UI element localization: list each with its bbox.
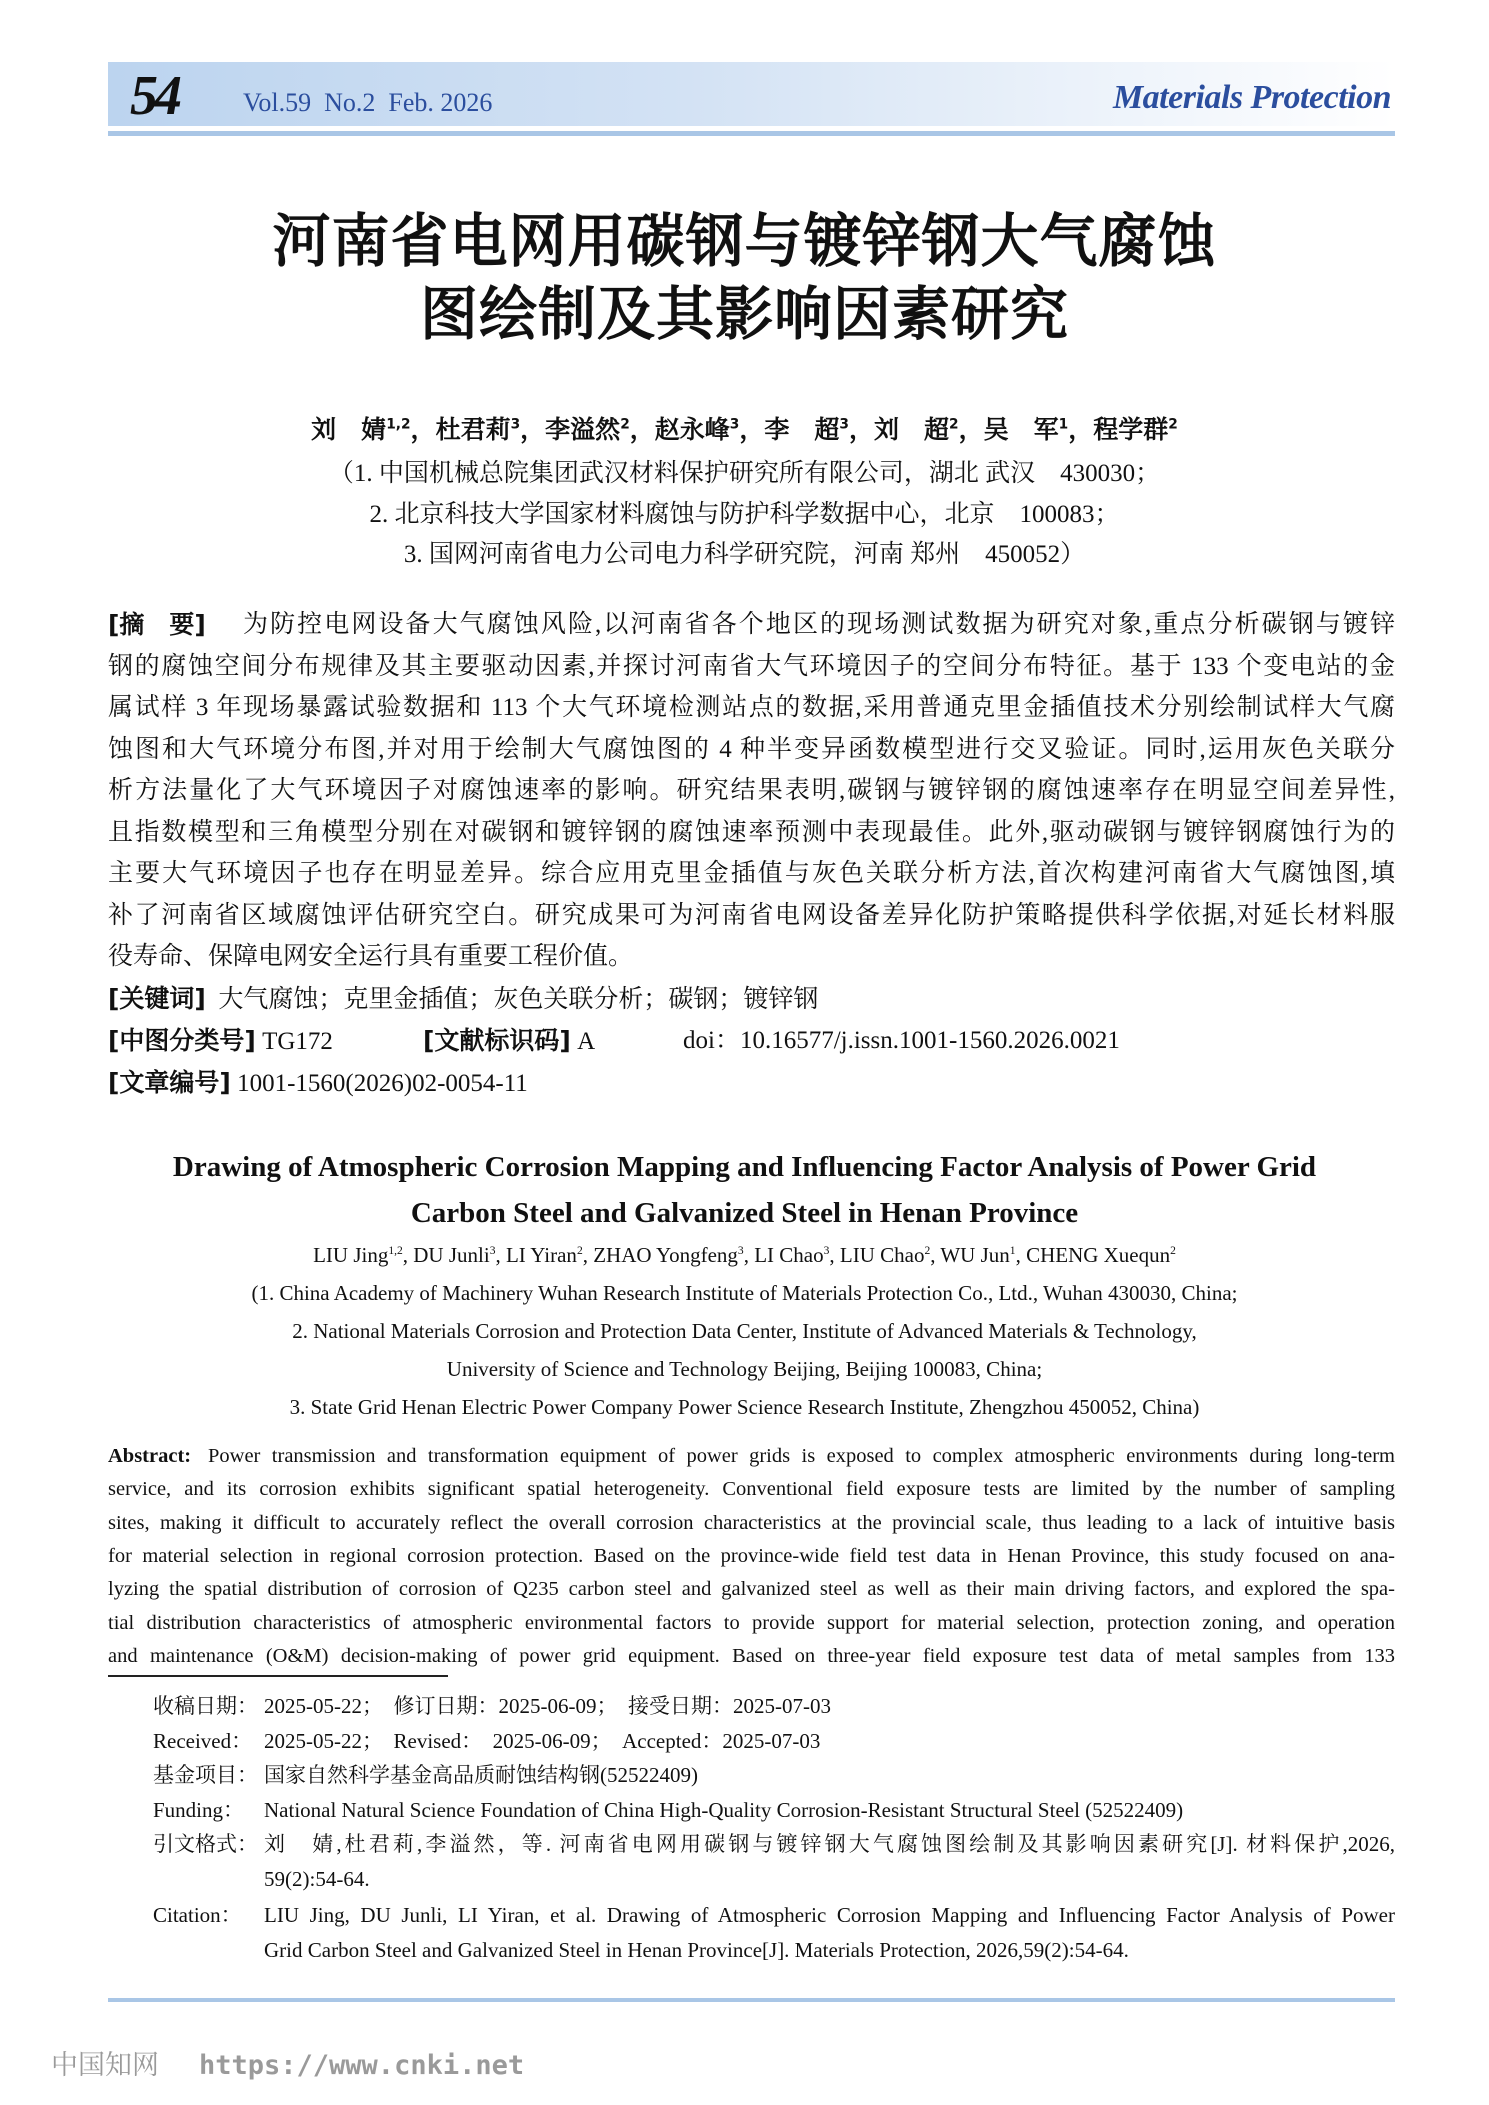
abstract-cn-line: 役寿命、保障电网安全运行具有重要工程价值。 [108, 943, 634, 970]
abstract-cn-line: 为防控电网设备大气腐蚀风险,以河南省各个地区的现场测试数据为研究对象,重点分析碳钢与镀锌 [243, 611, 1395, 638]
author-name: WU Jun [940, 1243, 1010, 1267]
doi[interactable]: doi：10.16577/j.issn.1001-1560.2026.0021 [683, 1027, 1120, 1054]
footnote-value-continued: Grid Carbon Steel and Galvanized Steel in Henan Province[J]. Materials Protection, 2026,59(2):54-64. [264, 1938, 1129, 1962]
author-affiliation-mark: 1,2 [388, 1244, 403, 1257]
author-affiliation-mark: 1 [1009, 1244, 1016, 1257]
separator: ， [739, 415, 765, 444]
issue-info: Vol.59 No.2 Feb. 2026 [243, 88, 493, 117]
classification-value: TG172 [262, 1028, 333, 1055]
abstract-cn-line: 主要大气环境因子也存在明显差异。综合应用克里金插值与灰色关联分析方法,首次构建河南省大气腐蚀图,填 [108, 860, 1395, 887]
author-name: 吴 军 [983, 415, 1059, 444]
abstract-cn-line: 析方法量化了大气环境因子对腐蚀速率的影响。研究结果表明,碳钢与镀锌钢的腐蚀速率存在明显空间差异性, [108, 777, 1395, 804]
separator: ， [629, 415, 655, 444]
author-affiliation-mark: 3 [510, 416, 521, 433]
author-name: LI Yiran [505, 1243, 577, 1267]
abstract-en-line: for material selection in regional corrosion protection. Based on the province-wide field test data in Henan Province, this study focused on ana- [108, 1544, 1395, 1567]
bottom-rule [108, 1998, 1395, 2002]
author-name: LIU Jing [313, 1243, 389, 1267]
author-affiliation-mark: 3 [737, 1244, 744, 1257]
author-affiliation-mark: 2 [576, 1244, 583, 1257]
affiliation-cn-1: （1. 中国机械总院集团武汉材料保护研究所有限公司，湖北 武汉 430030； [328, 460, 1161, 487]
affiliation-en-2: 2. National Materials Corrosion and Protection Data Center, Institute of Advanced Materials & Technology, [292, 1319, 1197, 1343]
abstract-en-line: sites, making it difficult to accurately reflect the overall corrosion characteristics at the provincial scale, thus leading to a lack of intuitive basis [108, 1511, 1395, 1534]
header-rule [108, 131, 1395, 136]
author-affiliation-mark: 1,2 [386, 416, 411, 433]
authors-cn [0, 413, 1489, 447]
author-affiliation-mark: 2 [1170, 1244, 1176, 1257]
separator: , [1015, 1243, 1027, 1267]
abstract-cn-label: [摘 要] [108, 610, 206, 639]
title-en-line-1: Drawing of Atmospheric Corrosion Mapping and Influencing Factor Analysis of Power Grid [172, 1151, 1317, 1183]
article-number-label: [文章编号] [108, 1068, 231, 1097]
article-number-value: 1001-1560(2026)02-0054-11 [237, 1070, 528, 1097]
title-cn-line-2: 图绘制及其影响因素研究 [419, 280, 1069, 348]
separator: , [582, 1243, 594, 1267]
separator: ， [410, 415, 436, 444]
separator: ， [958, 415, 984, 444]
separator: , [402, 1243, 414, 1267]
footnote-label: 收稿日期： [153, 1694, 258, 1718]
author-name: 李 超 [764, 415, 840, 444]
separator: , [930, 1243, 941, 1267]
author-name: DU Junli [413, 1243, 490, 1267]
footnote-value: National Natural Science Foundation of China High-Quality Corrosion-Resistant Structural Steel (52522409) [264, 1798, 1184, 1822]
keywords [108, 981, 818, 1018]
author-name: 程学群 [1093, 415, 1169, 444]
separator: , [743, 1243, 755, 1267]
title-cn-line-1: 河南省电网用碳钢与镀锌钢大气腐蚀 [272, 207, 1217, 275]
footnote-label: 引文格式： [153, 1832, 258, 1856]
author-name: LIU Chao [839, 1243, 925, 1267]
separator: , [829, 1243, 840, 1267]
abstract-en-line: lyzing the spatial distribution of corrosion of Q235 carbon steel and galvanized steel as well as their main driving factors, and explored the spa- [108, 1578, 1395, 1601]
abstract-en-line: tial distribution characteristics of atmospheric environmental factors to provide support for material selection, protection zoning, and operation [108, 1611, 1395, 1634]
author-affiliation-mark: 2 [949, 416, 959, 433]
article-number [108, 1065, 528, 1102]
separator: , [495, 1243, 506, 1267]
author-affiliation-mark: 2 [620, 416, 630, 433]
keywords-value: 大气腐蚀；克里金插值；灰色关联分析；碳钢；镀锌钢 [218, 986, 819, 1013]
classification-label: [中图分类号] [108, 1026, 256, 1055]
affiliation-en-4: 3. State Grid Henan Electric Power Company Power Science Research Institute, Zhengzhou 450052, China) [289, 1395, 1200, 1419]
affiliation-en-1: (1. China Academy of Machinery Wuhan Research Institute of Materials Protection Co., Ltd., Wuhan 430030, China; [251, 1281, 1238, 1305]
classification [108, 1023, 333, 1060]
footnote-label: Funding： [153, 1798, 245, 1822]
author-name: 刘 超 [874, 415, 950, 444]
abstract-en-line: service, and its corrosion exhibits significant spatial heterogeneity. Conventional field exposure tests are limited by the number of sampling [108, 1478, 1395, 1501]
affiliation-en-3: University of Science and Technology Beijing, Beijing 100083, China; [446, 1357, 1043, 1381]
author-affiliation-mark: 3 [823, 1244, 830, 1257]
author-name: 李溢然 [545, 415, 621, 444]
author-name: CHENG Xuequn [1026, 1243, 1171, 1267]
footnote-label: 基金项目： [153, 1763, 258, 1787]
abstract-cn-line: 且指数模型和三角模型分别在对碳钢和镀锌钢的腐蚀速率预测中表现最佳。此外,驱动碳钢与镀锌钢腐蚀行为的 [108, 818, 1395, 846]
footnote-value: LIU Jing, DU Junli, LI Yiran, et al. Drawing of Atmospheric Corrosion Mapping and Influencing Factor Analysis of Power [264, 1903, 1395, 1927]
abstract-en-label: Abstract: [108, 1445, 192, 1467]
cnki-watermark [51, 2048, 524, 2083]
abstract-cn-line: 钢的腐蚀空间分布规律及其主要驱动因素,并探讨河南省大气环境因子的空间分布特征。基于 133 个变电站的金 [108, 652, 1395, 680]
authors-en [0, 1240, 1489, 1270]
author-name: LI Chao [754, 1243, 824, 1267]
author-name: 刘 婧 [311, 415, 387, 444]
abstract-cn-line: 属试样 3 年现场暴露试验数据和 113 个大气环境检测站点的数据,采用普通克里金插值技术分别绘制试样大气腐 [108, 694, 1395, 721]
footnote-rule [108, 1675, 448, 1677]
footnote-label: Citation： [153, 1903, 242, 1927]
author-name: 杜君莉 [435, 415, 511, 444]
separator: ， [848, 415, 874, 444]
keywords-label: [关键词] [108, 984, 206, 1013]
document-code-value: A [577, 1028, 596, 1055]
watermark-url: https://www.cnki.net [199, 2050, 525, 2081]
page-number: 54 [130, 65, 178, 127]
author-affiliation-mark: 3 [729, 416, 740, 433]
affiliation-cn-2: 2. 北京科技大学国家材料腐蚀与防护科学数据中心，北京 100083； [369, 501, 1120, 528]
document-code [423, 1023, 595, 1060]
footnote-value: 国家自然科学基金高品质耐蚀结构钢(52522409) [264, 1763, 698, 1787]
footnote-value: 刘 婧,杜君莉,李溢然，等. 河南省电网用碳钢与镀锌钢大气腐蚀图绘制及其影响因素研究[J]. 材料保护,2026, [264, 1832, 1395, 1856]
author-name: ZHAO Yongfeng [593, 1243, 738, 1267]
document-code-label: [文献标识码] [423, 1026, 571, 1055]
footnote-value-continued: 59(2):54-64. [264, 1867, 370, 1891]
watermark-site: 中国知网 [51, 2050, 159, 2080]
author-affiliation-mark: 1 [1058, 416, 1069, 433]
footnote-label: Received： [153, 1729, 253, 1753]
author-affiliation-mark: 2 [1168, 416, 1178, 433]
abstract-en-line: and maintenance (O&M) decision-making of power grid equipment. Based on three-year field exposure test data of metal samples from 133 [108, 1644, 1395, 1667]
title-en-line-2: Carbon Steel and Galvanized Steel in Henan Province [410, 1197, 1079, 1229]
affiliation-cn-3: 3. 国网河南省电力公司电力科学研究院，河南 郑州 450052） [403, 541, 1086, 568]
separator: ， [1068, 415, 1094, 444]
abstract-en-line: Power transmission and transformation equipment of power grids is exposed to complex atmospheric environments during long-term [208, 1445, 1395, 1467]
footnote-value: 2025-05-22； 修订日期：2025-06-09； 接受日期：2025-07-03 [264, 1694, 831, 1718]
author-affiliation-mark: 3 [489, 1244, 496, 1257]
footnote-value: 2025-05-22； Revised： 2025-06-09； Accepted：2025-07-03 [264, 1729, 821, 1753]
abstract-cn-line: 蚀图和大气环境分布图,并对用于绘制大气腐蚀图的 4 种半变异函数模型进行交叉验证。同时,运用灰色关联分 [108, 735, 1395, 763]
author-affiliation-mark: 2 [924, 1244, 931, 1257]
separator: ， [520, 415, 546, 444]
journal-logo: Materials Protection [1112, 79, 1391, 116]
author-name: 赵永峰 [654, 415, 730, 444]
abstract-cn-line: 补了河南省区域腐蚀评估研究空白。研究成果可为河南省电网设备差异化防护策略提供科学依据,对延长材料服 [108, 901, 1395, 929]
author-affiliation-mark: 3 [839, 416, 849, 433]
